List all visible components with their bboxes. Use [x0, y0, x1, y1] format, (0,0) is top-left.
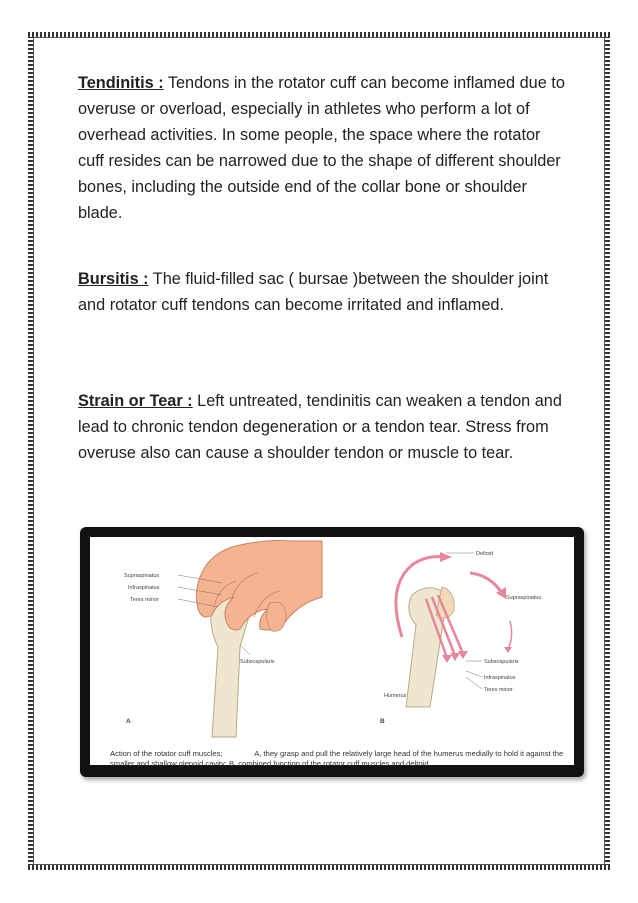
- panel-b-illustration: [380, 551, 541, 725]
- term-tendinitis: Tendinitis :: [78, 74, 164, 92]
- label-a-supraspinatus: Supraspinatus: [124, 573, 160, 579]
- label-b-humerus: Humerus: [384, 693, 407, 699]
- label-a-subscapularis: Subscapularis: [240, 659, 275, 665]
- caption-prefix: Action of the rotator cuff muscles;: [110, 749, 223, 758]
- panel-a-illustration: [124, 541, 322, 738]
- term-bursitis: Bursitis :: [78, 270, 149, 288]
- paragraph-bursitis: [78, 266, 568, 318]
- panel-a-letter: A: [126, 718, 131, 725]
- label-b-teres-minor: Teres minor: [484, 687, 513, 693]
- rotator-cuff-figure: [80, 527, 584, 777]
- text-strain-tear: Left untreated, tendinitis can weaken a tendon and lead to chronic tendon degeneration or a tendon tear. Stress from overuse also can cause a shoulder tendon or muscle to tear.: [78, 392, 562, 462]
- term-strain-tear: Strain or Tear :: [78, 392, 193, 410]
- label-b-deltoid: Deltoid: [476, 551, 494, 557]
- label-b-subscapularis: Subscapularis: [484, 659, 519, 665]
- label-a-teres-minor: Teres minor: [130, 597, 159, 603]
- label-a-infraspinatus: Infraspinatus: [128, 585, 160, 591]
- label-b-infraspinatus: Infraspinatus: [484, 675, 516, 681]
- rotator-cuff-illustration: [90, 537, 574, 747]
- text-bursitis: The fluid-filled sac ( bursae )between the shoulder joint and rotator cuff tendons can become irritated and inflamed.: [78, 270, 549, 314]
- paragraph-tendinitis: [78, 70, 568, 226]
- caption-text: A, they grasp and pull the relatively large head of the humerus medially to hold it against the smaller and shallow glenoid cavity; B, combined function of the rotator cuff muscles and deltoid.: [110, 749, 564, 768]
- label-b-supraspinatus: Supraspinatus: [506, 595, 542, 601]
- text-tendinitis: Tendons in the rotator cuff can become inflamed due to overuse or overload, especially in athletes who perform a lot of overhead activities. In some people, the space where the rotator cuff resides can be narrowed due to the shape of different shoulder bones, including the outside end of the collar bone or shoulder blade.: [78, 74, 565, 222]
- paragraph-strain-tear: [78, 388, 568, 466]
- panel-b-letter: B: [380, 718, 385, 725]
- figure-caption: [110, 749, 580, 769]
